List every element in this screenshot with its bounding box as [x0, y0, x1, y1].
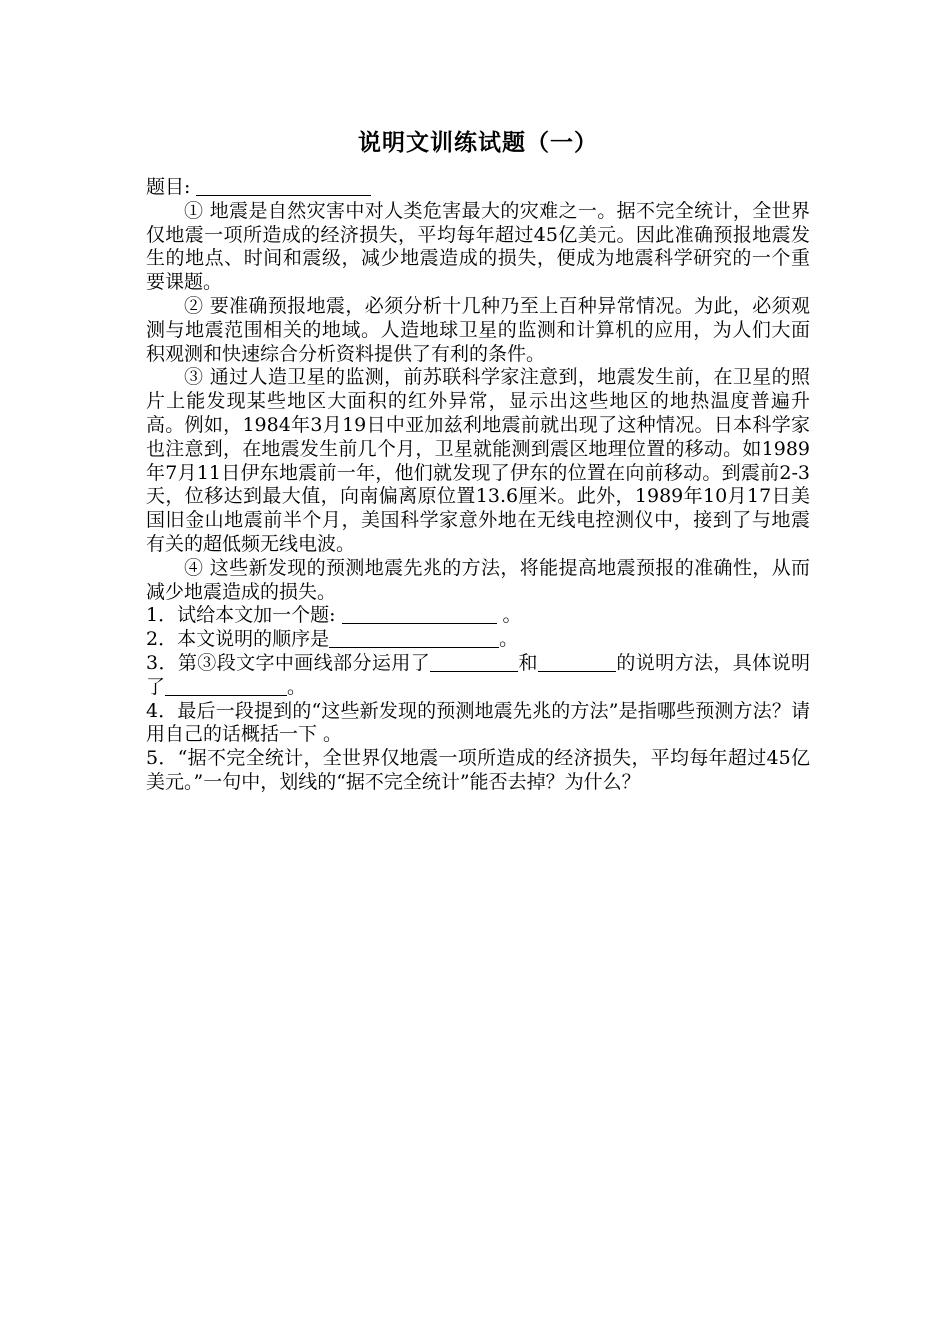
topic-blank[interactable]: [196, 176, 371, 196]
question-2-text: 2．本文说明的顺序是: [146, 628, 330, 651]
paragraph-1: ① 地震是自然灾害中对人类危害最大的灾难之一。据不完全统计，全世界仅地震一项所造成的经济损失，平均每年超过45亿美元。因此准确预报地震发生的地点、时间和震级，减少地震造成的损失，便成为地震科学研究的一个重要课题。: [146, 199, 810, 294]
question-3-blank-1[interactable]: [430, 652, 518, 672]
question-1-blank[interactable]: [342, 604, 497, 624]
question-3-end: 。: [287, 675, 307, 698]
question-4: 4．最后一段提到的“这些新发现的预测地震先兆的方法”是指哪些预测方法？请用自己的话概括一下 。: [146, 699, 810, 746]
topic-label: 题目:: [146, 176, 191, 198]
question-1-end: 。: [502, 604, 522, 627]
question-1: [146, 604, 810, 628]
paragraph-2: ② 要准确预报地震，必须分析十几种乃至上百种异常情况。为此，必须观测与地震范围相关的地域。人造地球卫星的监测和计算机的应用，为人们大面积观测和快速综合分析资料提供了有利的条件。: [146, 294, 810, 365]
question-3-and: 和: [518, 651, 538, 674]
document-content: [146, 128, 810, 795]
paragraph-3: ③ 通过人造卫星的监测，前苏联科学家注意到，地震发生前，在卫星的照片上能发现某些地区大面积的红外异常，显示出这些地区的地热温度普遍升高。例如，1984年3月19日中亚加兹利地震前就出现了这种情况。日本科学家也注意到，在地震发生前几个月，卫星就能测到震区地理位置的移动。如1989年7月11日伊东地震前一年，他们就发现了伊东的位置在向前移动。到震前2-3天，位移达到最大值，向南偏离原位置13.6厘米。此外，1989年10月17日美国旧金山地震前半个月，美国科学家意外地在无线电控测仪中，接到了与地震有关的超低频无线电波。: [146, 366, 810, 555]
question-3-text-2: 的说明方法，具体说明了: [146, 651, 810, 698]
question-2: [146, 628, 810, 652]
topic-line: [146, 176, 810, 200]
paragraph-4: ④ 这些新发现的预测地震先兆的方法，将能提高地震预报的准确性，从而减少地震造成的损失。: [146, 556, 810, 603]
question-3-blank-3[interactable]: [165, 676, 287, 696]
question-1-text: 1．试给本文加一个题:: [146, 604, 336, 627]
page-title: 说明文训练试题（一）: [358, 129, 598, 156]
question-3: [146, 652, 810, 700]
question-3-blank-2[interactable]: [538, 652, 616, 672]
question-2-blank[interactable]: [329, 628, 499, 648]
question-5: 5．“据不完全统计，全世界仅地震一项所造成的经济损失，平均每年超过45亿美元。”一句中，划线的“据不完全统计”能否去掉？为什么？: [146, 747, 810, 793]
question-3-text: 3．第③段文字中画线部分运用了: [146, 651, 431, 674]
question-2-end: 。: [499, 628, 519, 651]
